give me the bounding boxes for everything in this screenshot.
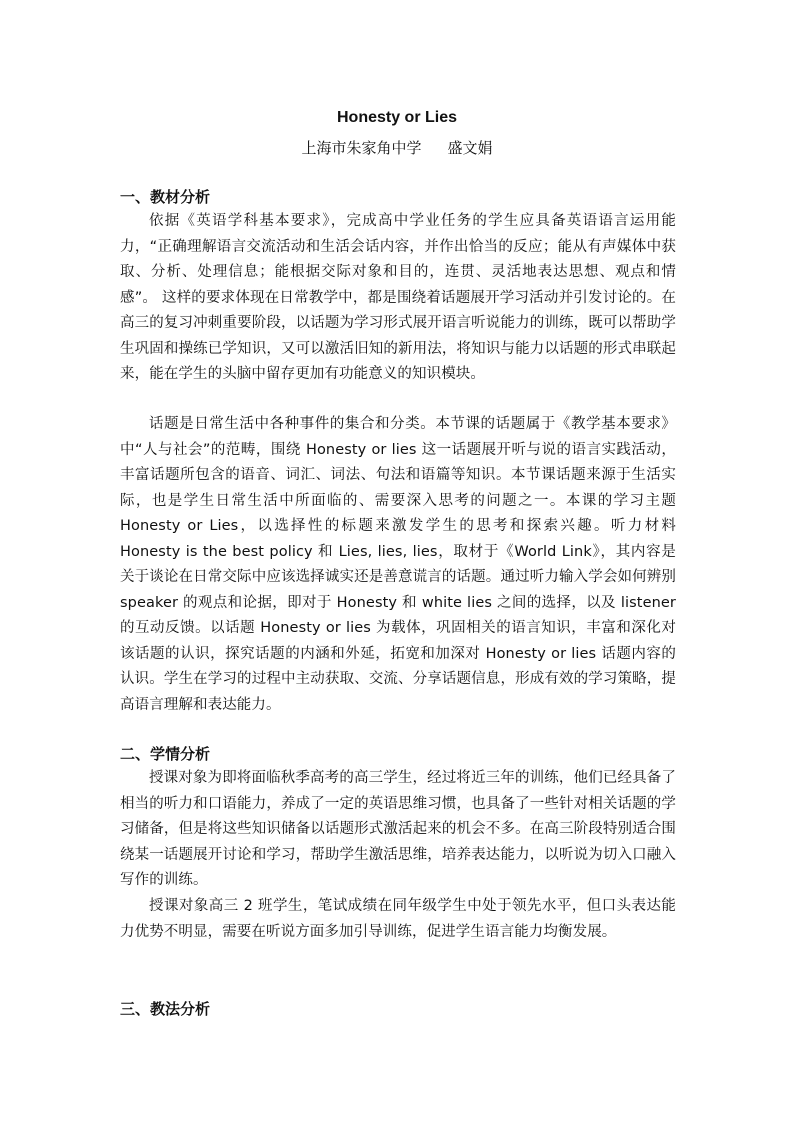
paragraph-textbook-analysis-2: 话题是日常生活中各种事件的集合和分类。本节课的话题属于《教学基本要求》中“人与社会”的范畴，围绕 Honesty or lies 这一话题展开听与说的语言实践活动，丰富话题所包含的语音、词汇、词法、句法和语篇等知识。本节课话题来源于生活实际，也是学生日常生活中所面临的、需要深入思考的问题之一。本课的学习主题 Honesty or Lies，以选择性的标题来激发学生的思考和探索兴趣。听力材料 Honesty is the best policy 和 Lies, lies, lies，取材于《World Link》，其内容是关于谈论在日常交际中应该选择诚实还是善意谎言的话题。通过听力输入学会如何辨别 speaker 的观点和论据，即对于 Honesty 和 white lies 之间的选择，以及 listener 的互动反馈。以话题 Honesty or lies 为载体，巩固相关的语言知识，丰富和深化对该话题的认识，探究话题的内涵和外延，拓宽和加深对 Honesty or lies 话题内容的认识。学生在学习的过程中主动获取、交流、分享话题信息，形成有效的学习策略，提高语言理解和表达能力。 <box>120 416 676 713</box>
section-heading-textbook-analysis: 一、教材分析 <box>120 188 211 206</box>
paragraph-textbook-analysis-1: 依据《英语学科基本要求》，完成高中学业任务的学生应具备英语语言运用能力，“正确理解语言交流活动和生活会话内容，并作出恰当的反应；能从有声媒体中获取、分析、处理信息；能根据交际对象和目的，连贯、灵活地表达思想、观点和情感”。 这样的要求体现在日常教学中，都是围绕着话题展开学习活动并引发讨论的。在高三的复习冲刺重要阶段，以话题为学习形式展开语言听说能力的训练，既可以帮助学生巩固和操练已学知识，又可以激活旧知的新用法，将知识与能力以话题的形式串联起来，能在学生的头脑中留存更加有功能意义的知识模块。 <box>120 213 676 382</box>
section-heading-teaching-method-analysis: 三、教法分析 <box>120 1000 211 1018</box>
document-byline <box>0 137 794 159</box>
section-heading-student-analysis: 二、学情分析 <box>120 745 211 763</box>
author-name: 盛文娟 <box>447 139 493 157</box>
paragraph-student-analysis-2: 授课对象高三 2 班学生，笔试成绩在同年级学生中处于领先水平，但口头表达能力优势不明显，需要在听说方面多加引导训练，促进学生语言能力均衡发展。 <box>120 898 676 940</box>
school-name: 上海市朱家角中学 <box>301 139 422 157</box>
paragraph-student-analysis-1: 授课对象为即将面临秋季高考的高三学生，经过将近三年的训练，他们已经具备了相当的听力和口语能力，养成了一定的英语思维习惯，也具备了一些针对相关话题的学习储备，但是将这些知识储备以话题形式激活起来的机会不多。在高三阶段特别适合围绕某一话题展开讨论和学习，帮助学生激活思维，培养表达能力，以听说为切入口融入写作的训练。 <box>120 770 676 888</box>
document-title: Honesty or Lies <box>336 109 458 126</box>
